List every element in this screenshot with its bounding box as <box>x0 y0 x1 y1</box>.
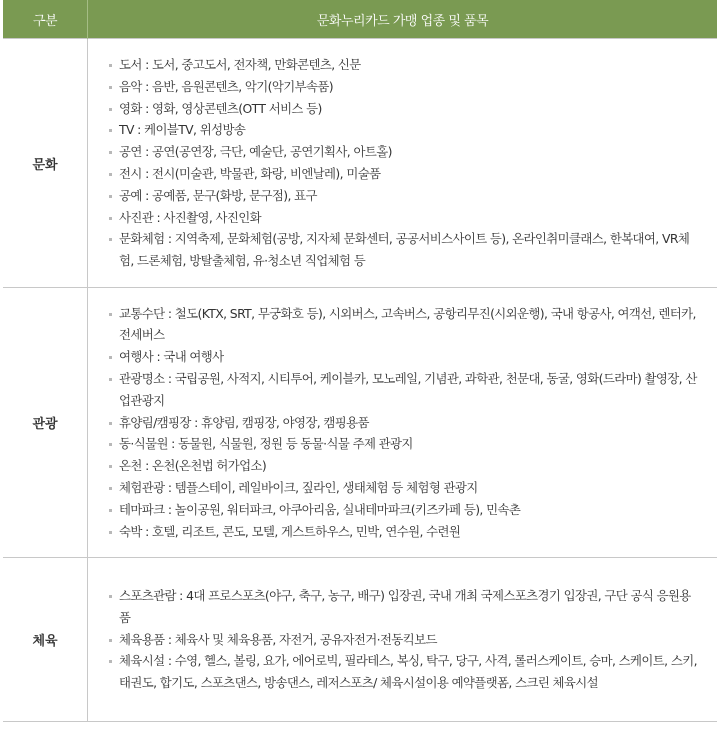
list-item: 관광명소 : 국립공원, 사적지, 시티투어, 케이블카, 모노레일, 기념관, 과학관, 천문대, 동굴, 영화(드라마) 촬영장, 산업관광지 <box>109 368 697 412</box>
list-item: 공연 : 공연(공연장, 극단, 예술단, 공연기획사, 아트홀) <box>109 141 697 163</box>
items-culture <box>88 39 718 288</box>
category-table <box>3 0 717 722</box>
header-category: 구분 <box>3 0 88 39</box>
list-item: 여행사 : 국내 여행사 <box>109 346 697 368</box>
list-item: 사진관 : 사진촬영, 사진인화 <box>109 207 697 229</box>
items-sports <box>88 558 718 722</box>
table-header-row <box>3 0 717 39</box>
list-item: 도서 : 도서, 중고도서, 전자책, 만화콘텐츠, 신문 <box>109 54 697 76</box>
list-item: 문화체험 : 지역축제, 문화체험(공방, 지자체 문화센터, 공공서비스사이트 등), 온라인취미클래스, 한복대여, VR체험, 드론체험, 방탈출체험, 유·청소년 직업체험 등 <box>109 228 697 272</box>
category-tourism: 관광 <box>3 288 88 558</box>
list-item: 체육시설 : 수영, 헬스, 볼링, 요가, 에어로빅, 필라테스, 복싱, 탁구, 당구, 사격, 롤러스케이트, 승마, 스케이트, 스키, 태권도, 합기도, 스포츠댄스, 방송댄스, 레저스포츠/ 체육시설이용 예약플랫폼, 스크린 체육시설 <box>109 650 697 694</box>
item-list <box>109 303 697 543</box>
list-item: 숙박 : 호텔, 리조트, 콘도, 모텔, 게스트하우스, 민박, 연수원, 수련원 <box>109 521 697 543</box>
item-list <box>109 54 697 272</box>
category-culture: 문화 <box>3 39 88 288</box>
list-item: 체험관광 : 템플스테이, 레일바이크, 짚라인, 생태체험 등 체험형 관광지 <box>109 477 697 499</box>
list-item: 테마파크 : 놀이공원, 워터파크, 아쿠아리움, 실내테마파크(키즈카페 등), 민속촌 <box>109 499 697 521</box>
table-row-tourism <box>3 288 717 558</box>
list-item: 휴양림/캠핑장 : 휴양림, 캠핑장, 야영장, 캠핑용품 <box>109 412 697 434</box>
list-item: 공예 : 공예품, 문구(화방, 문구점), 표구 <box>109 185 697 207</box>
table-row-sports <box>3 558 717 722</box>
list-item: 영화 : 영화, 영상콘텐츠(OTT 서비스 등) <box>109 98 697 120</box>
list-item: 체육용품 : 체육사 및 체육용품, 자전거, 공유자전거·전동킥보드 <box>109 629 697 651</box>
category-table-container <box>3 0 717 722</box>
header-items: 문화누리카드 가맹 업종 및 품목 <box>88 0 718 39</box>
list-item: 음악 : 음반, 음원콘텐츠, 악기(악기부속품) <box>109 76 697 98</box>
category-sports: 체육 <box>3 558 88 722</box>
list-item: 전시 : 전시(미술관, 박물관, 화랑, 비엔날레), 미술품 <box>109 163 697 185</box>
item-list <box>109 585 697 694</box>
table-row-culture <box>3 39 717 288</box>
items-tourism <box>88 288 718 558</box>
list-item: 동·식물원 : 동물원, 식물원, 정원 등 동물·식물 주제 관광지 <box>109 433 697 455</box>
list-item: 스포츠관람 : 4대 프로스포츠(야구, 축구, 농구, 배구) 입장권, 국내 개최 국제스포츠경기 입장권, 구단 공식 응원용품 <box>109 585 697 629</box>
list-item: 온천 : 온천(온천법 허가업소) <box>109 455 697 477</box>
list-item: 교통수단 : 철도(KTX, SRT, 무궁화호 등), 시외버스, 고속버스, 공항리무진(시외운행), 국내 항공사, 여객선, 렌터카, 전세버스 <box>109 303 697 347</box>
list-item: TV : 케이블TV, 위성방송 <box>109 119 697 141</box>
